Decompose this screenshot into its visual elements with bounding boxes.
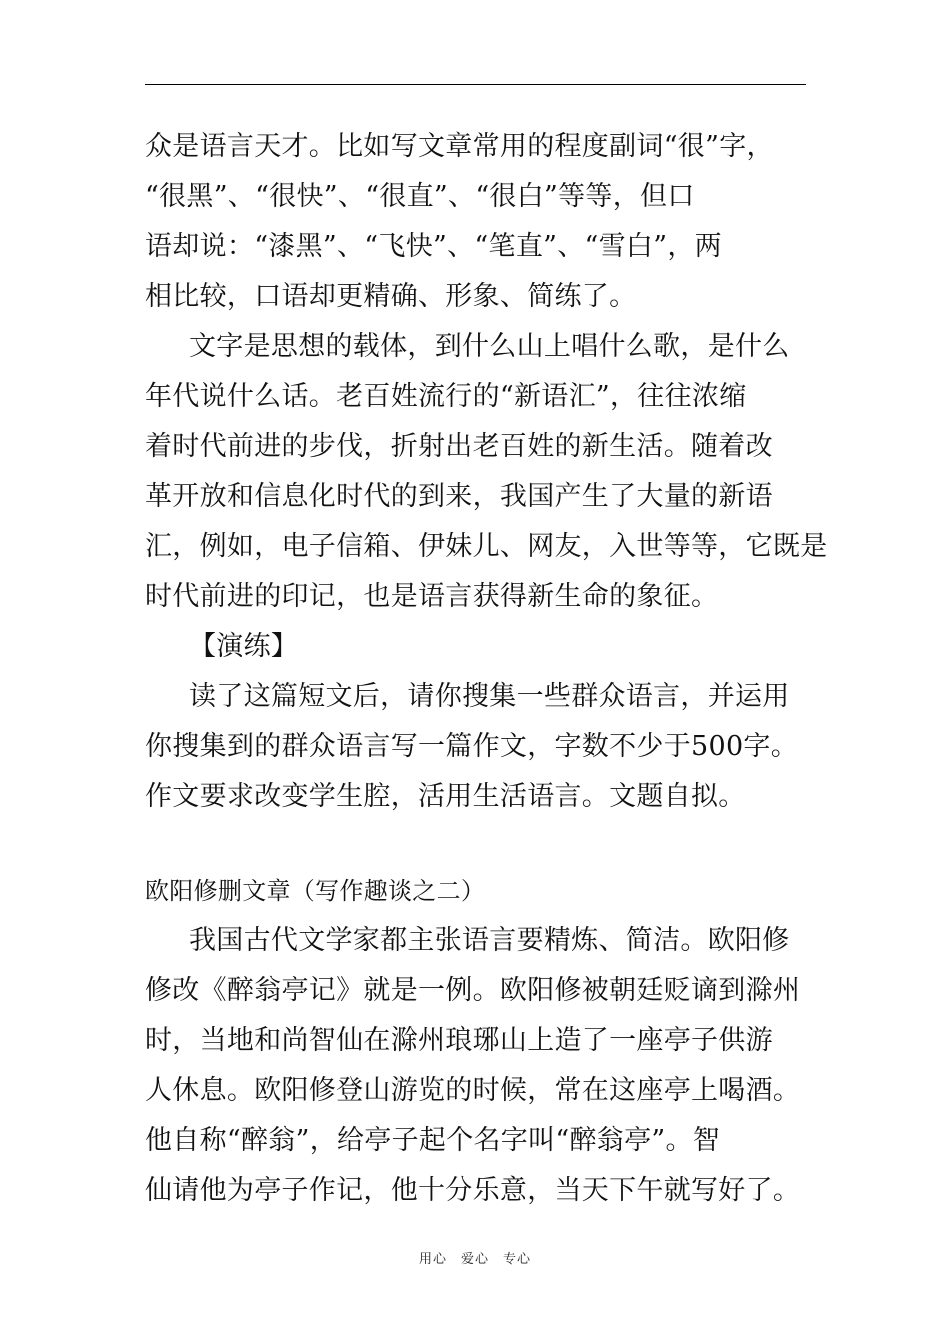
- text-line: 仙请他为亭子作记，他十分乐意，当天下午就写好了。: [145, 1175, 801, 1206]
- header-rule: [145, 84, 806, 85]
- text-line: 着时代前进的步伐，折射出老百姓的新生活。随着改: [145, 431, 773, 462]
- text-line: 年代说什么话。老百姓流行的“新语汇”，往往浓缩: [145, 381, 747, 412]
- paragraph-start-line: 读了这篇短文后，请你搜集一些群众语言，并运用: [189, 681, 790, 712]
- section-title: 欧阳修删文章（写作趣谈之二）: [145, 877, 486, 905]
- text-line: 革开放和信息化时代的到来，我国产生了大量的新语: [145, 481, 773, 512]
- text-line: 你搜集到的群众语言写一篇作文，字数不少于500字。: [145, 731, 799, 762]
- exercise-heading: 【演练】: [189, 631, 299, 662]
- paragraph-start-line: 文字是思想的载体，到什么山上唱什么歌，是什么: [189, 331, 790, 362]
- section-gap: [145, 822, 810, 866]
- text-line: 语却说：“漆黑”、“飞快”、“笔直”、“雪白”，两: [145, 231, 722, 262]
- text-line: 他自称“醉翁”，给亭子起个名字叫“醉翁亭”。智: [145, 1125, 721, 1156]
- text-line: “很黑”、“很快”、“很直”、“很白”等等，但口: [145, 181, 695, 212]
- text-line: 相比较，口语却更精确、形象、简练了。: [145, 281, 637, 312]
- text-line: 众是语言天才。比如写文章常用的程度副词“很”字，: [145, 131, 774, 162]
- text-line: 人休息。欧阳修登山游览的时候，常在这座亭上喝酒。: [145, 1075, 801, 1106]
- page-footer: 用心 爱心 专心: [418, 1252, 531, 1267]
- text-line: 汇，例如，电子信箱、伊妹儿、网友，入世等等，它既是: [145, 531, 828, 562]
- text-line: 时代前进的印记，也是语言获得新生命的象征。: [145, 581, 719, 612]
- text-line: 修改《醉翁亭记》就是一例。欧阳修被朝廷贬谪到滁州: [145, 975, 801, 1006]
- text-line: 时，当地和尚智仙在滁州琅琊山上造了一座亭子供游: [145, 1025, 773, 1056]
- paragraph-start-line: 我国古代文学家都主张语言要精炼、简洁。欧阳修: [189, 925, 790, 956]
- text-line: 作文要求改变学生腔，活用生活语言。文题自拟。: [145, 781, 746, 812]
- document-body: [145, 122, 828, 1216]
